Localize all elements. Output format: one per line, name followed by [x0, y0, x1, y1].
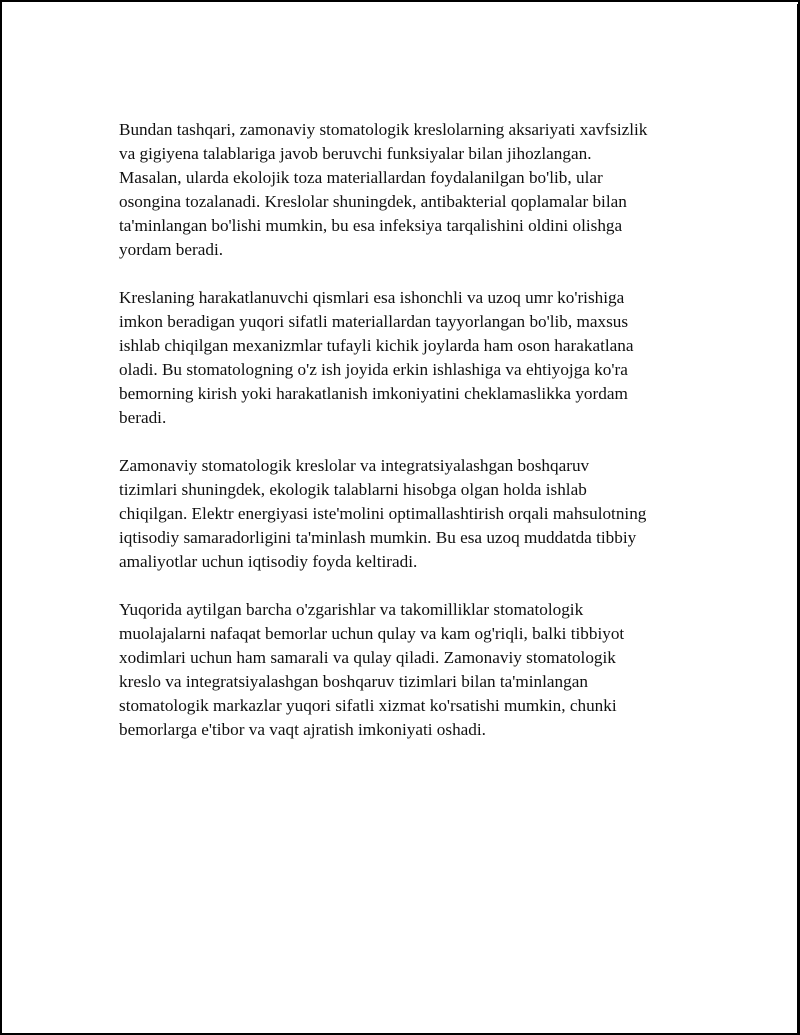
document-body — [119, 118, 699, 766]
paragraph-1: Bundan tashqari, zamonaviy stomatologik kreslolarning aksariyati xavfsizlik va gigiyena talablariga javob beruvchi funksiyalar bilan jihozlangan. Masalan, ularda ekolojik toza materiallardan foydalanilgan bo'lib, ular osongina tozalanadi. Kreslolar shuningdek, antibakterial qoplamalar bilan ta'minlangan bo'lishi mumkin, bu esa infeksiya tarqalishini oldini olishga yordam beradi. — [119, 120, 648, 259]
paragraph-2: Kreslaning harakatlanuvchi qismlari esa ishonchli va uzoq umr ko'rishiga imkon beradigan yuqori sifatli materiallardan tayyorlangan bo'lib, maxsus ishlab chiqilgan mexanizmlar tufayli kichik joylarda ham oson harakatlana oladi. Bu stomatologning o'z ish joyida erkin ishlashiga va ehtiyojga ko'ra bemorning kirish yoki harakatlanish imkoniyatini cheklamaslikka yordam beradi. — [119, 288, 634, 427]
paragraph-3: Zamonaviy stomatologik kreslolar va integratsiyalashgan boshqaruv tizimlari shuningdek, ekologik talablarni hisobga olgan holda ishlab chiqilgan. Elektr energiyasi iste'molini optimallashtirish orqali mahsulotning iqtisodiy samaradorligini ta'minlash mumkin. Bu esa uzoq muddatda tibbiy amaliyotlar uchun iqtisodiy foyda keltiradi. — [119, 456, 647, 571]
paragraph-4: Yuqorida aytilgan barcha o'zgarishlar va takomilliklar stomatologik muolajalarni nafaqat bemorlar uchun qulay va kam og'riqli, balki tibbiyot xodimlari uchun ham samarali va qulay qiladi. Zamonaviy stomatologik kreslo va integratsiyalashgan boshqaruv tizimlari bilan ta'minlangan stomatologik markazlar yuqori sifatli xizmat ko'rsatishi mumkin, chunki bemorlarga e'tibor va vaqt ajratish imkoniyati oshadi. — [119, 600, 625, 739]
